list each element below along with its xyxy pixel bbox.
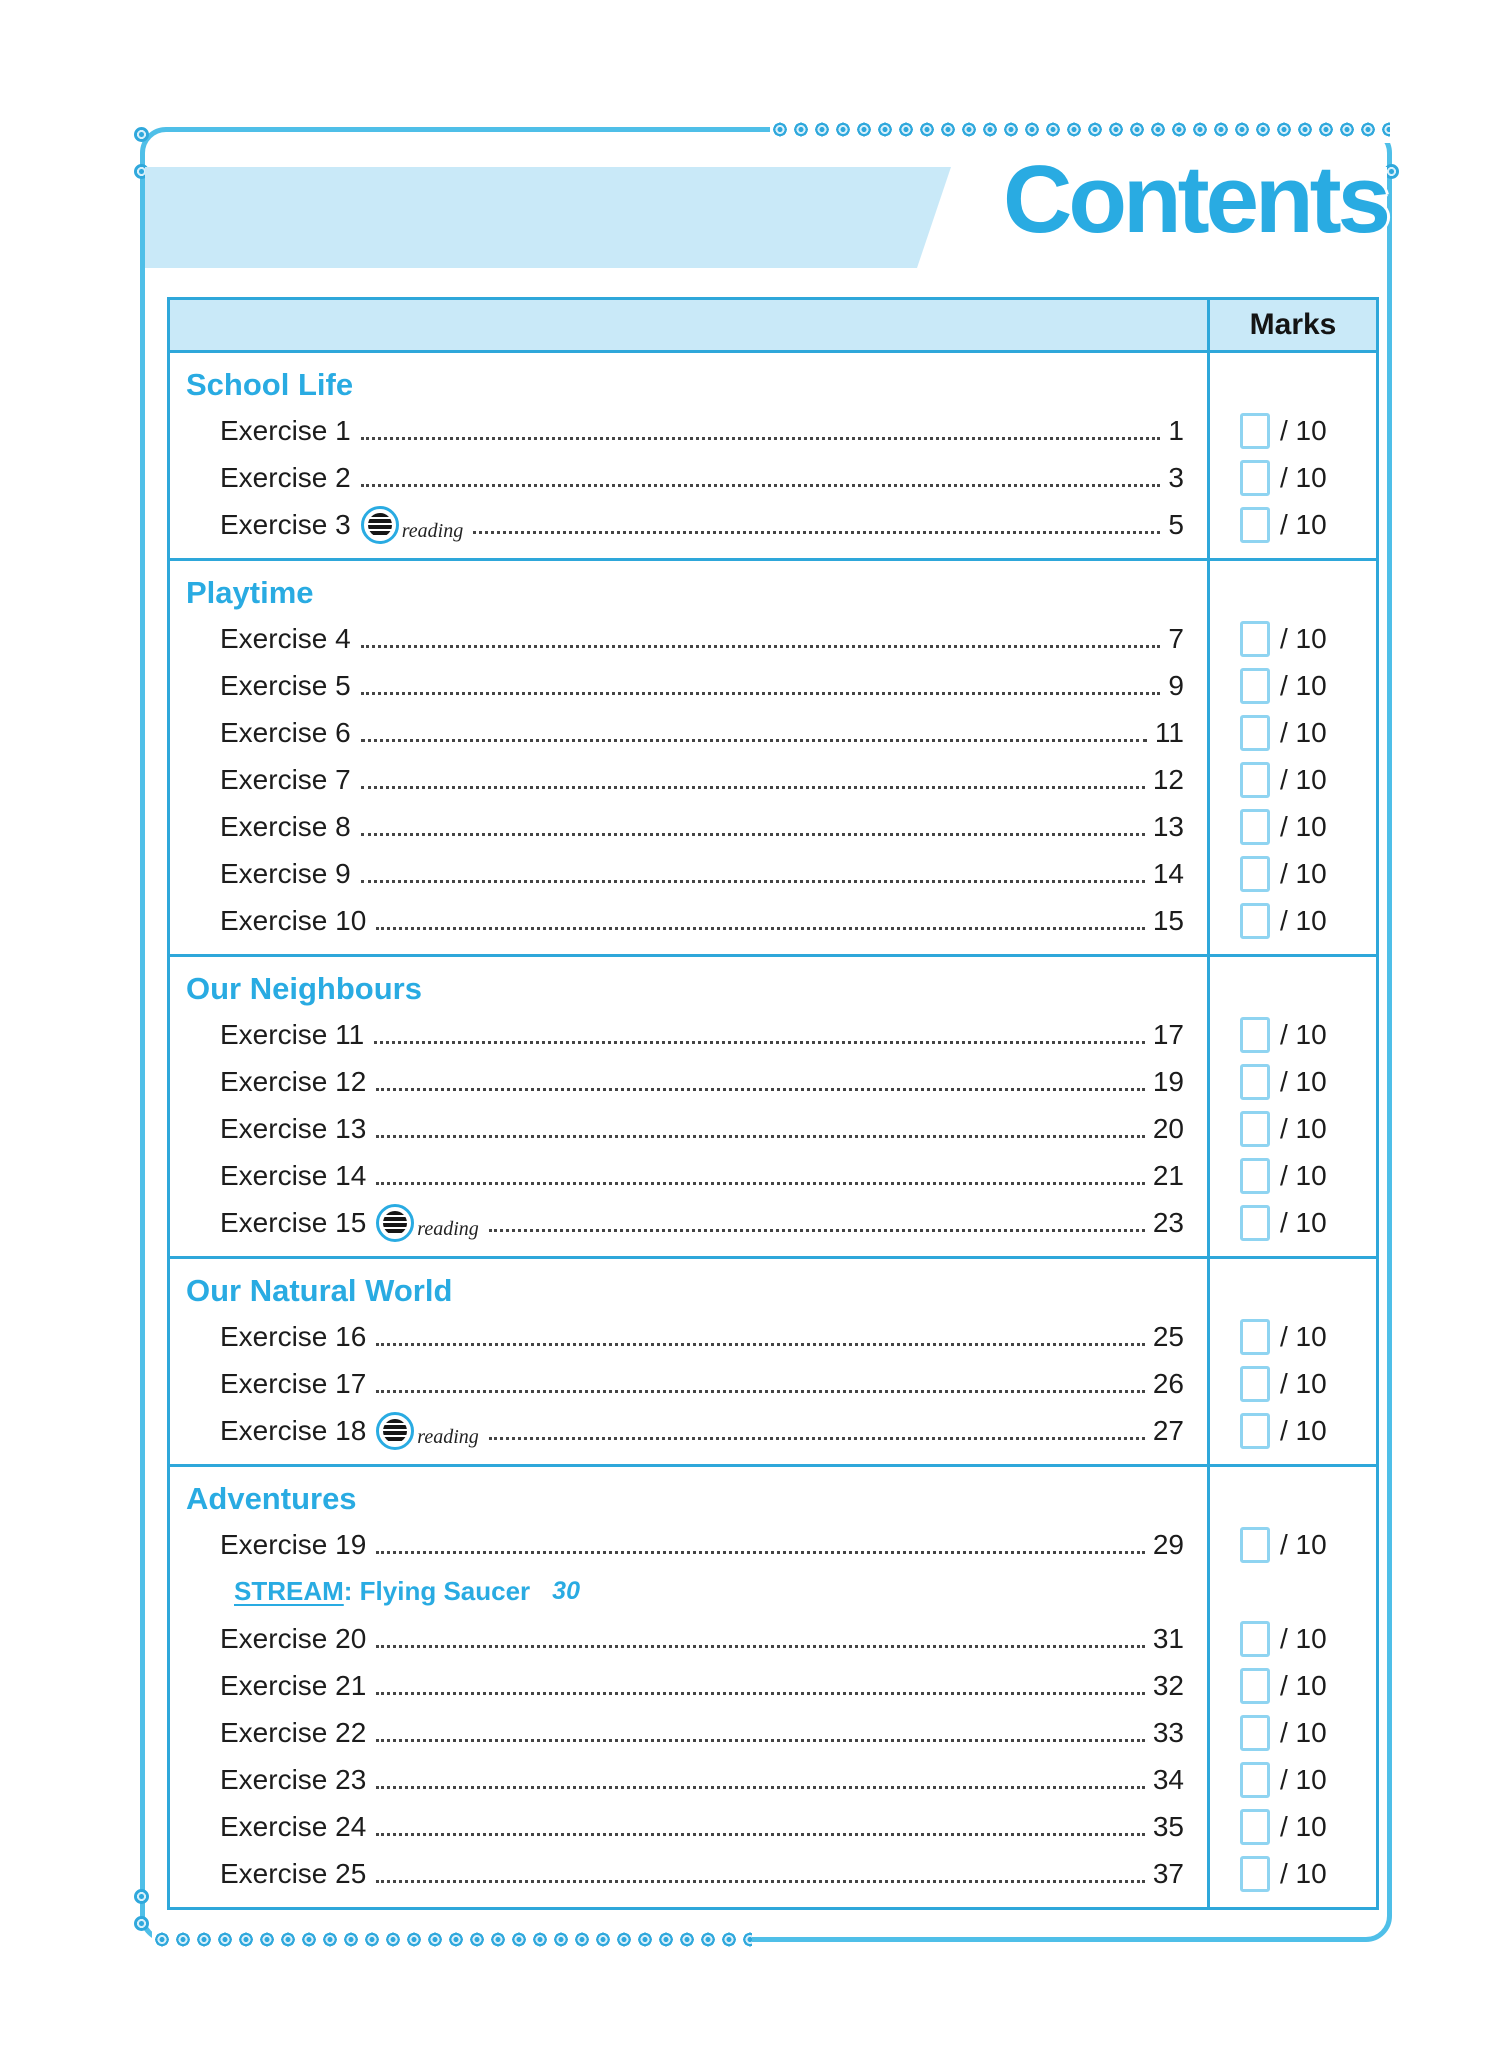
marks-score: / 10 bbox=[1280, 1528, 1327, 1560]
stream-page-number: 30 bbox=[552, 1577, 580, 1605]
exercise-label: Exercise 10 bbox=[220, 904, 367, 936]
dot-leader bbox=[361, 880, 1145, 883]
exercise-label: Exercise 3 bbox=[220, 508, 351, 540]
dot-leader bbox=[376, 1645, 1145, 1648]
marks-checkbox bbox=[1240, 1762, 1270, 1798]
marks-cell bbox=[1210, 1152, 1376, 1199]
toc-row bbox=[170, 1105, 1376, 1152]
exercise-label: Exercise 12 bbox=[220, 1065, 367, 1097]
page-number: 20 bbox=[1152, 1112, 1184, 1144]
decorative-dots-top bbox=[770, 116, 1390, 143]
dot-leader bbox=[376, 1786, 1145, 1789]
page-number: 17 bbox=[1152, 1018, 1184, 1050]
section-title-cell bbox=[170, 1259, 1210, 1313]
ereading-core bbox=[383, 1419, 407, 1443]
dot-leader bbox=[376, 1739, 1145, 1742]
dot-leader bbox=[376, 1390, 1145, 1393]
page-number: 25 bbox=[1152, 1320, 1184, 1352]
exercise-label: Exercise 22 bbox=[220, 1716, 367, 1748]
marks-cell bbox=[1210, 1521, 1376, 1568]
marks-cell bbox=[1210, 1105, 1376, 1152]
section-header-row bbox=[170, 1259, 1376, 1313]
marks-checkbox bbox=[1240, 1319, 1270, 1355]
page-number: 15 bbox=[1152, 904, 1184, 936]
exercise-cell bbox=[170, 1407, 1210, 1454]
page-number: 32 bbox=[1152, 1669, 1184, 1701]
marks-checkbox bbox=[1240, 668, 1270, 704]
exercise-cell bbox=[170, 1756, 1210, 1803]
exercise-label: Exercise 9 bbox=[220, 857, 351, 889]
dot-leader bbox=[376, 927, 1145, 930]
marks-checkbox bbox=[1240, 1205, 1270, 1241]
exercise-label: Exercise 18 bbox=[220, 1414, 367, 1446]
ereading-circle-icon bbox=[376, 1204, 414, 1242]
marks-cell bbox=[1210, 1803, 1376, 1850]
marks-score: / 10 bbox=[1280, 1622, 1327, 1654]
marks-cell bbox=[1210, 353, 1376, 407]
exercise-label: Exercise 13 bbox=[220, 1112, 367, 1144]
section-title-cell bbox=[170, 353, 1210, 407]
page-number: 19 bbox=[1152, 1065, 1184, 1097]
dot-leader bbox=[473, 531, 1160, 534]
toc-row bbox=[170, 1521, 1376, 1568]
section-title-cell bbox=[170, 1467, 1210, 1521]
section-title: Our Neighbours bbox=[186, 971, 422, 1006]
dot-leader bbox=[376, 1088, 1145, 1091]
toc-row bbox=[170, 1662, 1376, 1709]
toc-row bbox=[170, 1850, 1376, 1897]
dot-leader bbox=[376, 1833, 1145, 1836]
toc-row bbox=[170, 615, 1376, 662]
marks-cell bbox=[1210, 1199, 1376, 1246]
ereading-circle-icon bbox=[376, 1412, 414, 1450]
marks-checkbox bbox=[1240, 715, 1270, 751]
exercise-label: Exercise 8 bbox=[220, 810, 351, 842]
marks-checkbox bbox=[1240, 1527, 1270, 1563]
toc-row bbox=[170, 1803, 1376, 1850]
exercise-cell bbox=[170, 756, 1210, 803]
page-number: 13 bbox=[1152, 810, 1184, 842]
marks-score: / 10 bbox=[1280, 461, 1327, 493]
marks-checkbox bbox=[1240, 1111, 1270, 1147]
marks-score: / 10 bbox=[1280, 1159, 1327, 1191]
page-number: 11 bbox=[1154, 716, 1184, 748]
marks-score: / 10 bbox=[1280, 1716, 1327, 1748]
toc-row bbox=[170, 709, 1376, 756]
marks-checkbox bbox=[1240, 903, 1270, 939]
marks-score: / 10 bbox=[1280, 1857, 1327, 1889]
dot-leader bbox=[489, 1229, 1145, 1232]
marks-score: / 10 bbox=[1280, 622, 1327, 654]
contents-table bbox=[167, 297, 1379, 1910]
page-number: 5 bbox=[1168, 508, 1184, 540]
marks-score: / 10 bbox=[1280, 1367, 1327, 1399]
exercise-cell bbox=[170, 1360, 1210, 1407]
exercise-label: Exercise 25 bbox=[220, 1857, 367, 1889]
dot-leader bbox=[376, 1135, 1145, 1138]
toc-row bbox=[170, 662, 1376, 709]
marks-cell bbox=[1210, 1407, 1376, 1454]
toc-section bbox=[170, 1259, 1376, 1467]
exercise-cell bbox=[170, 1313, 1210, 1360]
exercise-cell bbox=[170, 1850, 1210, 1897]
toc-row bbox=[170, 1360, 1376, 1407]
marks-score: / 10 bbox=[1280, 1414, 1327, 1446]
marks-cell bbox=[1210, 709, 1376, 756]
marks-score: / 10 bbox=[1280, 669, 1327, 701]
marks-cell bbox=[1210, 1850, 1376, 1897]
decorative-dots-bottom bbox=[152, 1926, 752, 1953]
toc-row bbox=[170, 1199, 1376, 1246]
marks-cell bbox=[1210, 803, 1376, 850]
dot-leader bbox=[376, 1692, 1145, 1695]
marks-checkbox bbox=[1240, 762, 1270, 798]
stream-rest: : Flying Saucer bbox=[343, 1576, 531, 1606]
section-title: School Life bbox=[186, 367, 354, 402]
dot-leader bbox=[376, 1182, 1145, 1185]
exercise-label: Exercise 7 bbox=[220, 763, 351, 795]
table-header-spacer bbox=[170, 300, 1210, 350]
exercise-cell bbox=[170, 1011, 1210, 1058]
exercise-label: Exercise 17 bbox=[220, 1367, 367, 1399]
marks-cell bbox=[1210, 454, 1376, 501]
exercise-cell bbox=[170, 803, 1210, 850]
toc-row bbox=[170, 803, 1376, 850]
marks-checkbox bbox=[1240, 1158, 1270, 1194]
marks-cell bbox=[1210, 897, 1376, 944]
marks-cell bbox=[1210, 1615, 1376, 1662]
marks-cell bbox=[1210, 1568, 1376, 1615]
stream-word: STREAM bbox=[234, 1576, 344, 1606]
page-number: 33 bbox=[1152, 1716, 1184, 1748]
marks-checkbox bbox=[1240, 413, 1270, 449]
dot-leader bbox=[361, 692, 1161, 695]
exercise-label: Exercise 2 bbox=[220, 461, 351, 493]
exercise-cell bbox=[170, 1199, 1210, 1246]
marks-cell bbox=[1210, 756, 1376, 803]
table-body bbox=[170, 353, 1376, 1907]
ereading-icon bbox=[376, 1412, 478, 1450]
marks-cell bbox=[1210, 1313, 1376, 1360]
exercise-label: Exercise 5 bbox=[220, 669, 351, 701]
toc-row bbox=[170, 1152, 1376, 1199]
dot-leader bbox=[361, 833, 1145, 836]
page-number: 21 bbox=[1152, 1159, 1184, 1191]
toc-row bbox=[170, 1568, 1376, 1615]
exercise-label: Exercise 20 bbox=[220, 1622, 367, 1654]
toc-section bbox=[170, 561, 1376, 957]
dot-leader bbox=[489, 1437, 1145, 1440]
stream-row bbox=[170, 1568, 1210, 1615]
dot-leader bbox=[374, 1041, 1145, 1044]
toc-section bbox=[170, 353, 1376, 561]
exercise-label: Exercise 15 bbox=[220, 1206, 367, 1238]
marks-cell bbox=[1210, 1259, 1376, 1313]
toc-row bbox=[170, 1756, 1376, 1803]
exercise-cell bbox=[170, 1152, 1210, 1199]
toc-row bbox=[170, 501, 1376, 548]
toc-row bbox=[170, 454, 1376, 501]
corner-bead-icon bbox=[134, 127, 149, 142]
exercise-cell bbox=[170, 1058, 1210, 1105]
ereading-core bbox=[383, 1211, 407, 1235]
toc-row bbox=[170, 756, 1376, 803]
exercise-cell bbox=[170, 1615, 1210, 1662]
exercise-label: Exercise 19 bbox=[220, 1528, 367, 1560]
exercise-label: Exercise 24 bbox=[220, 1810, 367, 1842]
section-title-cell bbox=[170, 561, 1210, 615]
dot-leader bbox=[361, 437, 1161, 440]
dot-leader bbox=[376, 1551, 1145, 1554]
exercise-label: Exercise 21 bbox=[220, 1669, 367, 1701]
ereading-circle-icon bbox=[361, 506, 399, 544]
exercise-cell bbox=[170, 850, 1210, 897]
dot-leader bbox=[361, 739, 1147, 742]
page-number: 26 bbox=[1152, 1367, 1184, 1399]
exercise-label: Exercise 6 bbox=[220, 716, 351, 748]
marks-cell bbox=[1210, 662, 1376, 709]
marks-cell bbox=[1210, 957, 1376, 1011]
exercise-label: Exercise 16 bbox=[220, 1320, 367, 1352]
marks-score: / 10 bbox=[1280, 716, 1327, 748]
page-number: 37 bbox=[1152, 1857, 1184, 1889]
page-number: 14 bbox=[1152, 857, 1184, 889]
toc-row bbox=[170, 1407, 1376, 1454]
toc-row bbox=[170, 850, 1376, 897]
toc-row bbox=[170, 1709, 1376, 1756]
toc-row bbox=[170, 897, 1376, 944]
dot-leader bbox=[361, 786, 1145, 789]
section-title: Adventures bbox=[186, 1481, 357, 1516]
marks-cell bbox=[1210, 1011, 1376, 1058]
exercise-cell bbox=[170, 1662, 1210, 1709]
marks-score: / 10 bbox=[1280, 1206, 1327, 1238]
page-number: 23 bbox=[1152, 1206, 1184, 1238]
exercise-cell bbox=[170, 1709, 1210, 1756]
exercise-label: Exercise 23 bbox=[220, 1763, 367, 1795]
marks-checkbox bbox=[1240, 809, 1270, 845]
ereading-icon bbox=[361, 506, 463, 544]
marks-cell bbox=[1210, 1467, 1376, 1521]
ereading-icon bbox=[376, 1204, 478, 1242]
page-number: 29 bbox=[1152, 1528, 1184, 1560]
section-title: Playtime bbox=[186, 575, 314, 610]
exercise-cell bbox=[170, 709, 1210, 756]
exercise-cell bbox=[170, 407, 1210, 454]
corner-bead-icon bbox=[134, 1916, 149, 1931]
marks-checkbox bbox=[1240, 621, 1270, 657]
marks-cell bbox=[1210, 850, 1376, 897]
marks-score: / 10 bbox=[1280, 810, 1327, 842]
toc-section bbox=[170, 1467, 1376, 1907]
marks-score: / 10 bbox=[1280, 1112, 1327, 1144]
exercise-cell bbox=[170, 615, 1210, 662]
page-number: 7 bbox=[1168, 622, 1184, 654]
dot-leader bbox=[361, 645, 1161, 648]
dot-leader bbox=[361, 484, 1161, 487]
ereading-label: reading bbox=[401, 520, 464, 542]
exercise-label: Exercise 11 bbox=[220, 1018, 365, 1050]
marks-score: / 10 bbox=[1280, 1065, 1327, 1097]
section-header-row bbox=[170, 1467, 1376, 1521]
page-number: 31 bbox=[1152, 1622, 1184, 1654]
marks-checkbox bbox=[1240, 1668, 1270, 1704]
page-number: 34 bbox=[1152, 1763, 1184, 1795]
marks-cell bbox=[1210, 615, 1376, 662]
page-number: 9 bbox=[1168, 669, 1184, 701]
toc-row bbox=[170, 1011, 1376, 1058]
marks-checkbox bbox=[1240, 1621, 1270, 1657]
section-title: Our Natural World bbox=[186, 1273, 453, 1308]
marks-cell bbox=[1210, 1662, 1376, 1709]
marks-checkbox bbox=[1240, 1413, 1270, 1449]
marks-checkbox bbox=[1240, 1017, 1270, 1053]
marks-score: / 10 bbox=[1280, 1763, 1327, 1795]
page-number: 3 bbox=[1168, 461, 1184, 493]
marks-score: / 10 bbox=[1280, 763, 1327, 795]
marks-column-divider bbox=[1207, 300, 1210, 1907]
marks-score: / 10 bbox=[1280, 1810, 1327, 1842]
marks-score: / 10 bbox=[1280, 904, 1327, 936]
page-number: 1 bbox=[1168, 414, 1184, 446]
marks-cell bbox=[1210, 407, 1376, 454]
marks-checkbox bbox=[1240, 1856, 1270, 1892]
toc-row bbox=[170, 1058, 1376, 1105]
toc-row bbox=[170, 1313, 1376, 1360]
section-header-row bbox=[170, 561, 1376, 615]
toc-section bbox=[170, 957, 1376, 1259]
marks-checkbox bbox=[1240, 1366, 1270, 1402]
exercise-cell bbox=[170, 1803, 1210, 1850]
marks-score: / 10 bbox=[1280, 857, 1327, 889]
dot-leader bbox=[376, 1880, 1145, 1883]
exercise-label: Exercise 4 bbox=[220, 622, 351, 654]
marks-checkbox bbox=[1240, 1715, 1270, 1751]
marks-checkbox bbox=[1240, 507, 1270, 543]
page-number: 27 bbox=[1152, 1414, 1184, 1446]
exercise-cell bbox=[170, 662, 1210, 709]
marks-cell bbox=[1210, 501, 1376, 548]
table-header-row bbox=[170, 300, 1376, 353]
marks-checkbox bbox=[1240, 1809, 1270, 1845]
marks-score: / 10 bbox=[1280, 1669, 1327, 1701]
marks-cell bbox=[1210, 561, 1376, 615]
toc-row bbox=[170, 1615, 1376, 1662]
marks-cell bbox=[1210, 1709, 1376, 1756]
section-header-row bbox=[170, 353, 1376, 407]
page-number: 35 bbox=[1152, 1810, 1184, 1842]
marks-score: / 10 bbox=[1280, 1320, 1327, 1352]
marks-score: / 10 bbox=[1280, 414, 1327, 446]
toc-row bbox=[170, 407, 1376, 454]
exercise-cell bbox=[170, 897, 1210, 944]
marks-cell bbox=[1210, 1756, 1376, 1803]
marks-column-header: Marks bbox=[1249, 308, 1337, 341]
marks-score: / 10 bbox=[1280, 508, 1327, 540]
marks-cell bbox=[1210, 1360, 1376, 1407]
marks-score: / 10 bbox=[1280, 1018, 1327, 1050]
ereading-core bbox=[368, 513, 392, 537]
exercise-label: Exercise 1 bbox=[220, 414, 351, 446]
marks-checkbox bbox=[1240, 1064, 1270, 1100]
corner-bead-icon bbox=[134, 1889, 149, 1904]
exercise-cell bbox=[170, 454, 1210, 501]
marks-cell bbox=[1210, 1058, 1376, 1105]
ereading-label: reading bbox=[417, 1218, 479, 1240]
exercise-cell bbox=[170, 501, 1210, 548]
exercise-cell bbox=[170, 1521, 1210, 1568]
section-title-cell bbox=[170, 957, 1210, 1011]
page-number: 12 bbox=[1152, 763, 1184, 795]
ereading-label: reading bbox=[417, 1426, 479, 1448]
marks-checkbox bbox=[1240, 856, 1270, 892]
dot-leader bbox=[376, 1343, 1145, 1346]
exercise-label: Exercise 14 bbox=[220, 1159, 367, 1191]
marks-checkbox bbox=[1240, 460, 1270, 496]
page-title: Contents bbox=[1003, 146, 1387, 253]
exercise-cell bbox=[170, 1105, 1210, 1152]
section-header-row bbox=[170, 957, 1376, 1011]
